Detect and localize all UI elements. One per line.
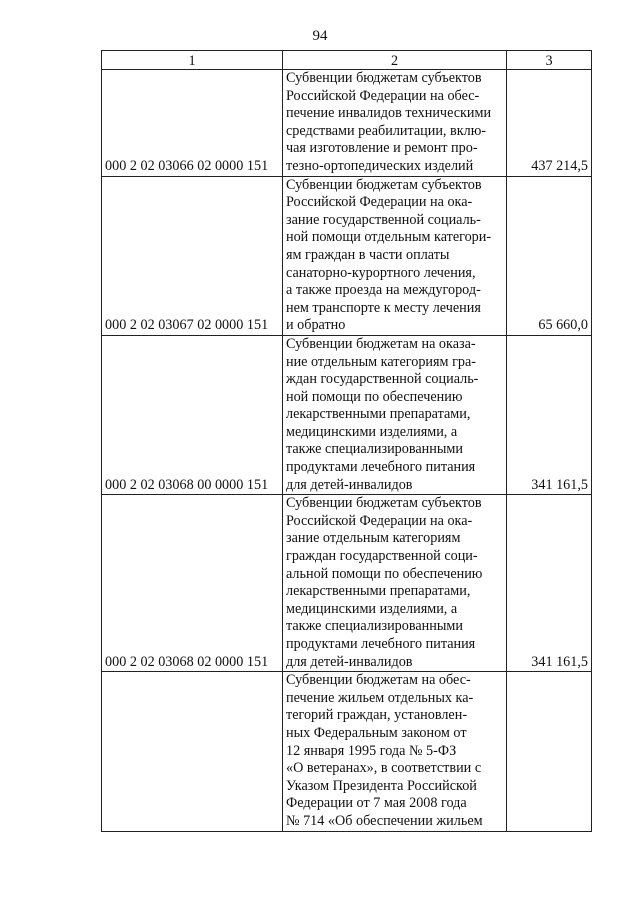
description-line: ние отдельным категориям гра- [286, 353, 476, 370]
description-line: ной помощи отдельным категори- [286, 229, 492, 246]
description-line: Российской Федерации на ока- [286, 512, 473, 529]
description-line: лекарственными препаратами, [286, 406, 471, 423]
budget-code-cell: 000 2 02 03066 02 0000 151 [102, 70, 283, 177]
column-header-1: 1 [102, 51, 283, 70]
description-line: продуктами лечебного питания [286, 459, 476, 476]
page-number: 94 [312, 28, 328, 44]
description-line: ных Федеральным законом от [286, 724, 467, 741]
description-line: зание государственной социаль- [286, 211, 481, 228]
description-line: зание отдельным категориям [286, 530, 461, 547]
budget-code-cell: 000 2 02 03068 00 0000 151 [102, 335, 283, 494]
description-line: ям граждан в части оплаты [286, 246, 450, 263]
table-header-row [102, 51, 592, 70]
description-line: медицинскими изделиями, а [286, 423, 458, 440]
description-line: тезно-ортопедических изделий [286, 157, 474, 174]
description-line: 12 января 1995 года № 5-ФЗ [286, 742, 457, 759]
description-line: Субвенции бюджетам субъектов [286, 495, 482, 512]
table-row [102, 495, 592, 672]
description-line: и обратно [286, 317, 346, 334]
column-header-3: 3 [507, 51, 592, 70]
description-line: санаторно-курортного лечения, [286, 264, 476, 281]
description-line: граждан государственной соци- [286, 548, 478, 565]
amount-cell: 65 660,0 [507, 176, 592, 335]
table-row [102, 176, 592, 335]
description-line: нем транспорте к месту лечения [286, 299, 481, 316]
description-line: Субвенции бюджетам на обес- [286, 672, 471, 689]
description-line: Указом Президента Российской [286, 777, 477, 794]
table-row [102, 335, 592, 494]
table-row [102, 70, 592, 177]
amount-cell: 341 161,5 [507, 335, 592, 494]
description-line: ной помощи по обеспечению [286, 388, 463, 405]
description-line: Российской Федерации на обес- [286, 87, 480, 104]
budget-code-cell: 000 2 02 03067 02 0000 151 [102, 176, 283, 335]
description-line: Федерации от 7 мая 2008 года [286, 795, 467, 812]
amount-cell: 437 214,5 [507, 70, 592, 177]
description-line: продуктами лечебного питания [286, 636, 476, 652]
description-line: альной помощи по обеспечению [286, 565, 483, 582]
description-line: для детей-инвалидов [286, 653, 413, 670]
description-cell [283, 176, 507, 335]
description-line: № 714 «Об обеспечении жильем [286, 812, 483, 829]
description-line: чая изготовление и ремонт про- [286, 140, 478, 157]
description-line: средствами реабилитации, вклю- [286, 122, 487, 139]
budget-revenue-table [101, 50, 592, 832]
budget-code-cell [102, 672, 283, 831]
description-line: также специализированными [286, 618, 463, 635]
description-line: печение жильем отдельных ка- [286, 689, 474, 706]
amount-cell: 341 161,5 [507, 495, 592, 672]
description-line: лекарственными препаратами, [286, 583, 471, 600]
amount-cell [507, 672, 592, 831]
description-cell [283, 70, 507, 177]
description-line: также специализированными [286, 441, 463, 458]
description-line: Субвенции бюджетам субъектов [286, 70, 482, 86]
table-body [102, 70, 592, 832]
description-cell [283, 495, 507, 672]
description-line: Российской Федерации на ока- [286, 194, 473, 211]
description-line: ждан государственной социаль- [286, 371, 479, 388]
description-cell [283, 672, 507, 831]
description-line: Субвенции бюджетам субъектов [286, 176, 482, 193]
description-line: для детей-инвалидов [286, 476, 413, 493]
description-line: «О ветеранах», в соответствии с [286, 760, 482, 777]
description-line: печение инвалидов техническими [286, 105, 492, 122]
description-line: Субвенции бюджетам на оказа- [286, 335, 476, 352]
description-line: медицинскими изделиями, а [286, 600, 458, 617]
description-line: а также проезда на междугород- [286, 282, 481, 299]
table-row [102, 672, 592, 831]
description-line: тегорий граждан, установлен- [286, 707, 468, 724]
budget-code-cell: 000 2 02 03068 02 0000 151 [102, 495, 283, 672]
column-header-2: 2 [283, 51, 507, 70]
description-cell [283, 335, 507, 494]
